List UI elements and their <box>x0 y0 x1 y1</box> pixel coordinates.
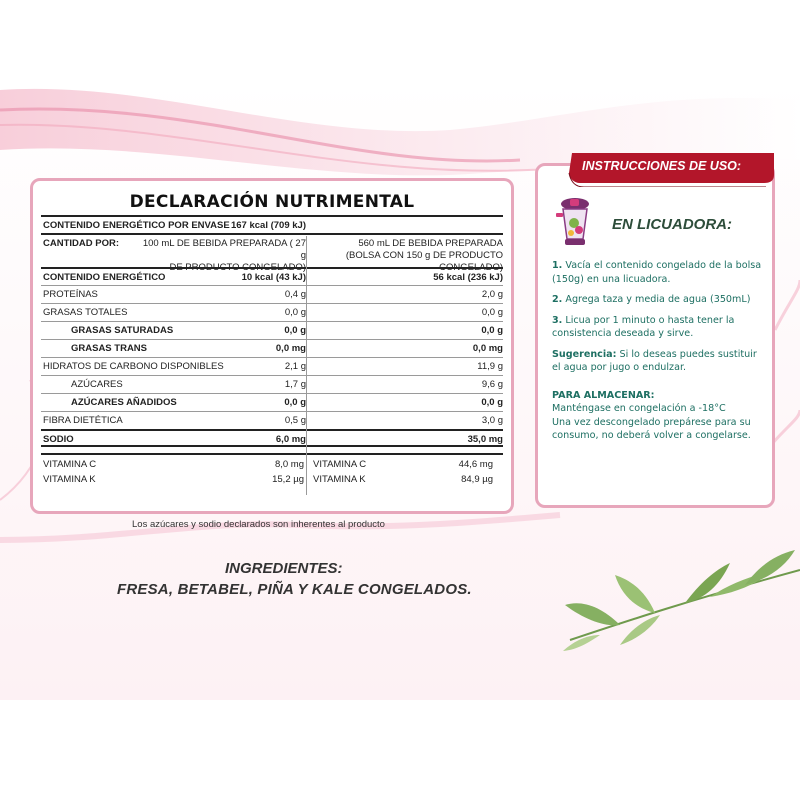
row-label: GRASAS SATURADAS <box>71 325 174 336</box>
column-divider <box>306 236 307 464</box>
row-value-560ml: 0,0 g <box>481 325 503 336</box>
row-label: GRASAS TOTALES <box>43 307 128 318</box>
row-label: AZÚCARES <box>71 379 123 390</box>
row-value-560ml: 11,9 g <box>477 361 503 372</box>
nutrition-panel <box>30 178 514 514</box>
row-value-100ml: 10 kcal (43 kJ) <box>241 272 306 283</box>
ingredients-title: INGREDIENTES: <box>225 560 343 577</box>
nutrition-footnote: Los azúcares y sodio declarados son inherentes al producto <box>132 519 385 530</box>
vitamin-label: VITAMINA K <box>43 474 96 485</box>
table-row <box>41 267 503 285</box>
serving-header-row <box>41 233 503 273</box>
table-row <box>41 411 503 429</box>
row-value-560ml: 56 kcal (236 kJ) <box>433 272 503 283</box>
table-row <box>41 393 503 411</box>
row-value-560ml: 3,0 g <box>481 415 503 426</box>
step-3: 3. Licua por 1 minuto o hasta tener la consistencia deseada y sirve. <box>552 314 735 339</box>
row-value-100ml: 1,7 g <box>284 379 306 390</box>
row-value-100ml: 6,0 mg <box>275 434 306 445</box>
vitamins-section <box>41 453 503 495</box>
row-value-100ml: 0,5 g <box>284 415 306 426</box>
row-label: AZÚCARES AÑADIDOS <box>71 397 177 408</box>
vitamin-value: 8,0 mg <box>274 459 304 470</box>
vitamin-value: 15,2 µg <box>272 474 304 485</box>
row-value-560ml: 2,0 g <box>481 289 503 300</box>
serving-label: CANTIDAD POR: <box>43 238 119 249</box>
row-value-100ml: 0,0 g <box>284 325 306 336</box>
row-label: PROTEÍNAS <box>43 289 98 300</box>
row-label: SODIO <box>43 434 74 445</box>
vitamin-label: VITAMINA C <box>43 459 97 470</box>
nutrition-title: DECLARACIÓN NUTRIMENTAL <box>129 192 415 212</box>
instructions-title: INSTRUCCIONES DE USO: <box>582 159 742 173</box>
row-label: FIBRA DIETÉTICA <box>43 415 123 426</box>
table-row <box>41 357 503 375</box>
row-value-560ml: 35,0 mg <box>467 434 503 445</box>
per-pack-value: 167 kcal (709 kJ) <box>230 220 306 231</box>
row-value-100ml: 2,1 g <box>284 361 306 372</box>
step-1: 1. Vacía el contenido congelado de la bolsa (150g) en una licuadora. <box>552 260 762 285</box>
storage: PARA ALMACENAR: Manténgase en congelación a -18°C Una vez descongelado prepárese para su consumo, no deberá volver a congelarse. <box>552 389 751 441</box>
table-row <box>41 303 503 321</box>
row-value-560ml: 0,0 g <box>481 307 503 318</box>
row-value-560ml: 0,0 g <box>481 397 503 408</box>
instructions-body <box>552 259 767 450</box>
row-value-100ml: 0,0 mg <box>275 343 306 354</box>
blender-subtitle: EN LICUADORA: <box>612 216 732 233</box>
table-row <box>41 375 503 393</box>
vitamin-label: VITAMINA C <box>313 459 367 470</box>
step-2: 2. Agrega taza y media de agua (350mL) <box>552 294 751 305</box>
row-label: GRASAS TRANS <box>71 343 148 354</box>
row-value-560ml: 0,0 mg <box>472 343 503 354</box>
row-value-100ml: 0,4 g <box>284 289 306 300</box>
ingredients-list: FRESA, BETABEL, PIÑA Y KALE CONGELADOS. <box>117 581 472 598</box>
leaves-decoration <box>560 545 800 655</box>
vitamin-value: 44,6 mg <box>458 459 493 470</box>
row-value-560ml: 9,6 g <box>481 379 503 390</box>
table-row <box>41 429 503 447</box>
col2-header: 560 mL DE BEBIDA PREPARADA (BOLSA CON 150 g DE PRODUCTO CONGELADO) <box>345 238 503 273</box>
table-row <box>41 339 503 357</box>
row-value-100ml: 0,0 g <box>284 397 306 408</box>
per-pack-label: CONTENIDO ENERGÉTICO POR ENVASE <box>43 220 230 231</box>
table-row <box>41 321 503 339</box>
blender-icon <box>553 197 593 247</box>
vitamin-value: 84,9 µg <box>461 474 493 485</box>
row-label: HIDRATOS DE CARBONO DISPONIBLES <box>43 361 224 372</box>
row-label: CONTENIDO ENERGÉTICO <box>43 272 166 283</box>
row-value-100ml: 0,0 g <box>284 307 306 318</box>
vitamin-label: VITAMINA K <box>313 474 366 485</box>
table-row <box>41 285 503 303</box>
per-pack-row <box>41 215 503 233</box>
col1-header: 100 mL DE BEBIDA PREPARADA ( 27 g DE PRODUCTO CONGELADO) <box>142 238 306 273</box>
suggestion: Sugerencia: Si lo deseas puedes sustituir el agua por jugo o endulzar. <box>552 348 757 373</box>
